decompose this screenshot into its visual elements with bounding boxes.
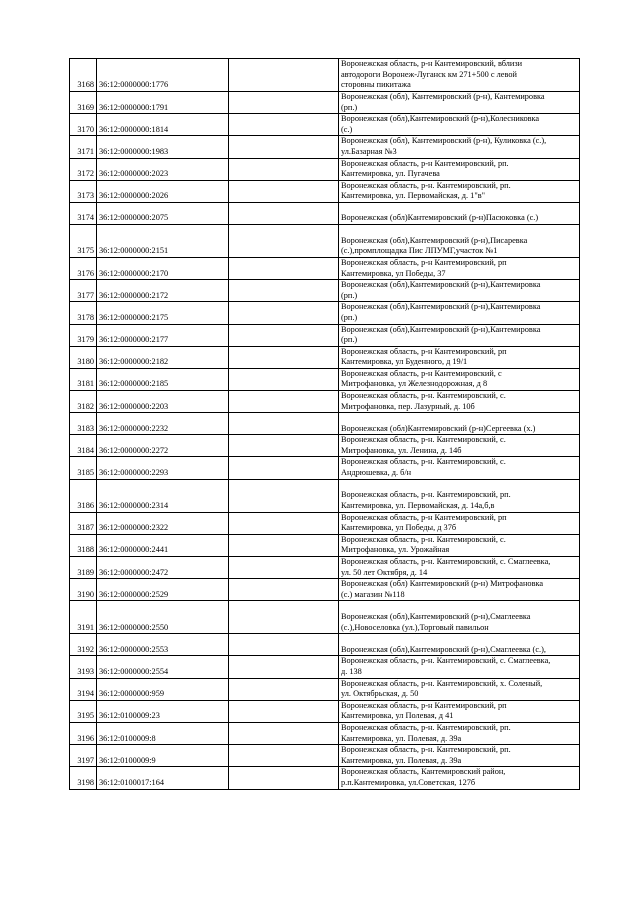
address-cell: Воронежская (обл),Кантемировский (р-н),Смаглеевка (с.),Новоселовка (ул.),Торговый павильон bbox=[339, 601, 580, 634]
row-number-cell: 3176 bbox=[70, 257, 97, 279]
row-number-cell: 3190 bbox=[70, 579, 97, 601]
cadastral-number-cell: 36:12:0000000:2232 bbox=[97, 413, 229, 435]
table-row bbox=[70, 656, 580, 678]
empty-cell bbox=[229, 557, 339, 579]
address-cell: Воронежская область, р-н. Кантемировский, с. Митрофановка, пер. Лазурный, д. 10б bbox=[339, 391, 580, 413]
address-cell: Воронежская область, р-н. Кантемировский, с. Смаглеевка, ул. 50 лет Октября, д. 14 bbox=[339, 557, 580, 579]
table-row bbox=[70, 601, 580, 634]
table-row bbox=[70, 700, 580, 722]
empty-cell bbox=[229, 324, 339, 346]
cadastral-number-cell: 36:12:0000000:1983 bbox=[97, 136, 229, 158]
empty-cell bbox=[229, 634, 339, 656]
cadastral-number-cell: 36:12:0000000:2529 bbox=[97, 579, 229, 601]
table-row bbox=[70, 557, 580, 579]
empty-cell bbox=[229, 413, 339, 435]
address-cell: Воронежская область, р-н Кантемировский, рп Кантемировка, ул Буденного, д 19/1 bbox=[339, 346, 580, 368]
row-number-cell: 3169 bbox=[70, 92, 97, 114]
row-number-cell: 3186 bbox=[70, 479, 97, 512]
cadastral-number-cell: 36:12:0000000:1776 bbox=[97, 59, 229, 92]
table-row bbox=[70, 324, 580, 346]
row-number-cell: 3175 bbox=[70, 224, 97, 257]
table-row bbox=[70, 302, 580, 324]
address-cell: Воронежская область, р-н. Кантемировский, с. Андрюшевка, д. б/н bbox=[339, 457, 580, 479]
cadastral-number-cell: 36:12:0000000:2026 bbox=[97, 180, 229, 202]
address-cell: Воронежская (обл), Кантемировский (р-н), Куликовка (с.), ул.Базарная №3 bbox=[339, 136, 580, 158]
empty-cell bbox=[229, 257, 339, 279]
table-row bbox=[70, 479, 580, 512]
empty-cell bbox=[229, 700, 339, 722]
cadastral-number-cell: 36:12:0000000:2272 bbox=[97, 435, 229, 457]
cadastral-number-cell: 36:12:0000000:2554 bbox=[97, 656, 229, 678]
cadastral-number-cell: 36:12:0000000:2314 bbox=[97, 479, 229, 512]
table-row bbox=[70, 280, 580, 302]
empty-cell bbox=[229, 579, 339, 601]
empty-cell bbox=[229, 512, 339, 534]
row-number-cell: 3171 bbox=[70, 136, 97, 158]
row-number-cell: 3197 bbox=[70, 745, 97, 767]
address-cell: Воронежская область, р-н Кантемировский, с Митрофановка, ул Железнодорожная, д 8 bbox=[339, 368, 580, 390]
row-number-cell: 3193 bbox=[70, 656, 97, 678]
empty-cell bbox=[229, 722, 339, 744]
empty-cell bbox=[229, 534, 339, 556]
row-number-cell: 3194 bbox=[70, 678, 97, 700]
row-number-cell: 3172 bbox=[70, 158, 97, 180]
row-number-cell: 3198 bbox=[70, 767, 97, 789]
table-row bbox=[70, 59, 580, 92]
cadastral-number-cell: 36:12:0000000:1791 bbox=[97, 92, 229, 114]
table-row bbox=[70, 413, 580, 435]
row-number-cell: 3189 bbox=[70, 557, 97, 579]
address-cell: Воронежская область, р-н. Кантемировский, рп. Кантемировка, ул. Полевая, д. 39а bbox=[339, 722, 580, 744]
address-cell: Воронежская область, р-н. Кантемировский, рп. Кантемировка, ул. Первомайская, д. 1"в" bbox=[339, 180, 580, 202]
address-cell: Воронежская (обл),Кантемировский (р-н),Кантемировка (рп.) bbox=[339, 302, 580, 324]
empty-cell bbox=[229, 391, 339, 413]
empty-cell bbox=[229, 767, 339, 789]
table-row bbox=[70, 180, 580, 202]
cadastral-number-cell: 36:12:0100009:8 bbox=[97, 722, 229, 744]
row-number-cell: 3180 bbox=[70, 346, 97, 368]
cadastral-number-cell: 36:12:0000000:2177 bbox=[97, 324, 229, 346]
cadastral-number-cell: 36:12:0000000:2175 bbox=[97, 302, 229, 324]
empty-cell bbox=[229, 601, 339, 634]
row-number-cell: 3195 bbox=[70, 700, 97, 722]
table-row bbox=[70, 368, 580, 390]
address-cell: Воронежская (обл)Кантемировский (р-н)Пасюковка (с.) bbox=[339, 202, 580, 224]
cadastral-number-cell: 36:12:0000000:2203 bbox=[97, 391, 229, 413]
cadastral-number-cell: 36:12:0000000:2441 bbox=[97, 534, 229, 556]
row-number-cell: 3177 bbox=[70, 280, 97, 302]
address-cell: Воронежская (обл),Кантемировский (р-н),Писаревка (с.),промплощадка Пис ЛПУМГ,участок №1 bbox=[339, 224, 580, 257]
row-number-cell: 3184 bbox=[70, 435, 97, 457]
table-row bbox=[70, 346, 580, 368]
row-number-cell: 3185 bbox=[70, 457, 97, 479]
address-cell: Воронежская область, р-н Кантемировский, рп Кантемировка, ул Победы, д 37б bbox=[339, 512, 580, 534]
row-number-cell: 3168 bbox=[70, 59, 97, 92]
table-row bbox=[70, 202, 580, 224]
row-number-cell: 3182 bbox=[70, 391, 97, 413]
cadastral-number-cell: 36:12:0000000:2075 bbox=[97, 202, 229, 224]
row-number-cell: 3187 bbox=[70, 512, 97, 534]
row-number-cell: 3181 bbox=[70, 368, 97, 390]
address-cell: Воронежская область, р-н Кантемировский, рп. Кантемировка, ул. Пугачева bbox=[339, 158, 580, 180]
address-cell: Воронежская (обл), Кантемировский (р-н), Кантемировка (рп.) bbox=[339, 92, 580, 114]
table-row bbox=[70, 745, 580, 767]
empty-cell bbox=[229, 346, 339, 368]
table-row bbox=[70, 634, 580, 656]
table-row bbox=[70, 767, 580, 789]
empty-cell bbox=[229, 180, 339, 202]
cadastral-number-cell: 36:12:0000000:2023 bbox=[97, 158, 229, 180]
cadastral-register-table bbox=[69, 58, 580, 790]
table-row bbox=[70, 257, 580, 279]
cadastral-number-cell: 36:12:0000000:2182 bbox=[97, 346, 229, 368]
address-cell: Воронежская область, р-н. Кантемировский, с. Смаглеевка, д. 138 bbox=[339, 656, 580, 678]
address-cell: Воронежская область, р-н. Кантемировский, с. Митрофановка, ул. Ленина, д. 14б bbox=[339, 435, 580, 457]
table-row bbox=[70, 678, 580, 700]
address-cell: Воронежская область, р-н Кантемировский, рп Кантемировка, ул Полевая, д 41 bbox=[339, 700, 580, 722]
row-number-cell: 3179 bbox=[70, 324, 97, 346]
empty-cell bbox=[229, 92, 339, 114]
empty-cell bbox=[229, 202, 339, 224]
address-cell: Воронежская (обл),Кантемировский (р-н),Кантемировка (рп.) bbox=[339, 280, 580, 302]
cadastral-number-cell: 36:12:0100009:23 bbox=[97, 700, 229, 722]
row-number-cell: 3183 bbox=[70, 413, 97, 435]
cadastral-number-cell: 36:12:0100017:164 bbox=[97, 767, 229, 789]
empty-cell bbox=[229, 224, 339, 257]
row-number-cell: 3191 bbox=[70, 601, 97, 634]
address-cell: Воронежская (обл)Кантемировский (р-н)Сергеевка (х.) bbox=[339, 413, 580, 435]
empty-cell bbox=[229, 457, 339, 479]
cadastral-number-cell: 36:12:0000000:2553 bbox=[97, 634, 229, 656]
empty-cell bbox=[229, 656, 339, 678]
row-number-cell: 3192 bbox=[70, 634, 97, 656]
address-cell: Воронежская область, р-н. Кантемировский, рп. Кантемировка, ул. Полевая, д. 39а bbox=[339, 745, 580, 767]
address-cell: Воронежская область, р-н Кантемировский, рп Кантемировка, ул Победы, 37 bbox=[339, 257, 580, 279]
cadastral-number-cell: 36:12:0000000:2293 bbox=[97, 457, 229, 479]
address-cell: Воронежская (обл) Кантемировский (р-н) Митрофановка (с.) магазин №118 bbox=[339, 579, 580, 601]
address-cell: Воронежская область, р-н. Кантемировский, рп. Кантемировка, ул. Первомайская, д. 14а,б,в bbox=[339, 479, 580, 512]
table-row bbox=[70, 722, 580, 744]
cadastral-number-cell: 36:12:0100009:9 bbox=[97, 745, 229, 767]
address-cell: Воронежская область, р-н. Кантемировский, с. Митрофановка, ул. Урожайная bbox=[339, 534, 580, 556]
table-row bbox=[70, 136, 580, 158]
row-number-cell: 3196 bbox=[70, 722, 97, 744]
row-number-cell: 3170 bbox=[70, 114, 97, 136]
row-number-cell: 3178 bbox=[70, 302, 97, 324]
table-row bbox=[70, 92, 580, 114]
address-cell: Воронежская область, р-н. Кантемировский, х. Соленый, ул. Октябрьская, д. 50 bbox=[339, 678, 580, 700]
table-row bbox=[70, 391, 580, 413]
table-row bbox=[70, 457, 580, 479]
empty-cell bbox=[229, 158, 339, 180]
table-row bbox=[70, 114, 580, 136]
cadastral-number-cell: 36:12:0000000:1814 bbox=[97, 114, 229, 136]
empty-cell bbox=[229, 302, 339, 324]
register-rows bbox=[70, 59, 580, 790]
row-number-cell: 3173 bbox=[70, 180, 97, 202]
cadastral-number-cell: 36:12:0000000:2151 bbox=[97, 224, 229, 257]
empty-cell bbox=[229, 678, 339, 700]
empty-cell bbox=[229, 435, 339, 457]
table-row bbox=[70, 579, 580, 601]
row-number-cell: 3174 bbox=[70, 202, 97, 224]
table-row bbox=[70, 224, 580, 257]
empty-cell bbox=[229, 114, 339, 136]
address-cell: Воронежская область, Кантемировский район, р.п.Кантемировка, ул.Советская, 127б bbox=[339, 767, 580, 789]
table-row bbox=[70, 534, 580, 556]
empty-cell bbox=[229, 59, 339, 92]
address-cell: Воронежская (обл),Кантемировский (р-н),Кантемировка (рп.) bbox=[339, 324, 580, 346]
address-cell: Воронежская область, р-н Кантемировский, вблизи автодороги Воронеж-Луганск км 271+500 с левой сторовны пикитажа bbox=[339, 59, 580, 92]
address-cell: Воронежская (обл),Кантемировский (р-н),Смаглеевка (с.), bbox=[339, 634, 580, 656]
empty-cell bbox=[229, 136, 339, 158]
table-row bbox=[70, 435, 580, 457]
table-row bbox=[70, 512, 580, 534]
document-page bbox=[69, 58, 580, 790]
empty-cell bbox=[229, 479, 339, 512]
cadastral-number-cell: 36:12:0000000:2472 bbox=[97, 557, 229, 579]
cadastral-number-cell: 36:12:0000000:2185 bbox=[97, 368, 229, 390]
table-row bbox=[70, 158, 580, 180]
cadastral-number-cell: 36:12:0000000:2322 bbox=[97, 512, 229, 534]
address-cell: Воронежская (обл),Кантемировский (р-н),Колесниковка (с.) bbox=[339, 114, 580, 136]
cadastral-number-cell: 36:12:0000000:959 bbox=[97, 678, 229, 700]
cadastral-number-cell: 36:12:0000000:2550 bbox=[97, 601, 229, 634]
empty-cell bbox=[229, 745, 339, 767]
cadastral-number-cell: 36:12:0000000:2170 bbox=[97, 257, 229, 279]
empty-cell bbox=[229, 280, 339, 302]
cadastral-number-cell: 36:12:0000000:2172 bbox=[97, 280, 229, 302]
empty-cell bbox=[229, 368, 339, 390]
row-number-cell: 3188 bbox=[70, 534, 97, 556]
